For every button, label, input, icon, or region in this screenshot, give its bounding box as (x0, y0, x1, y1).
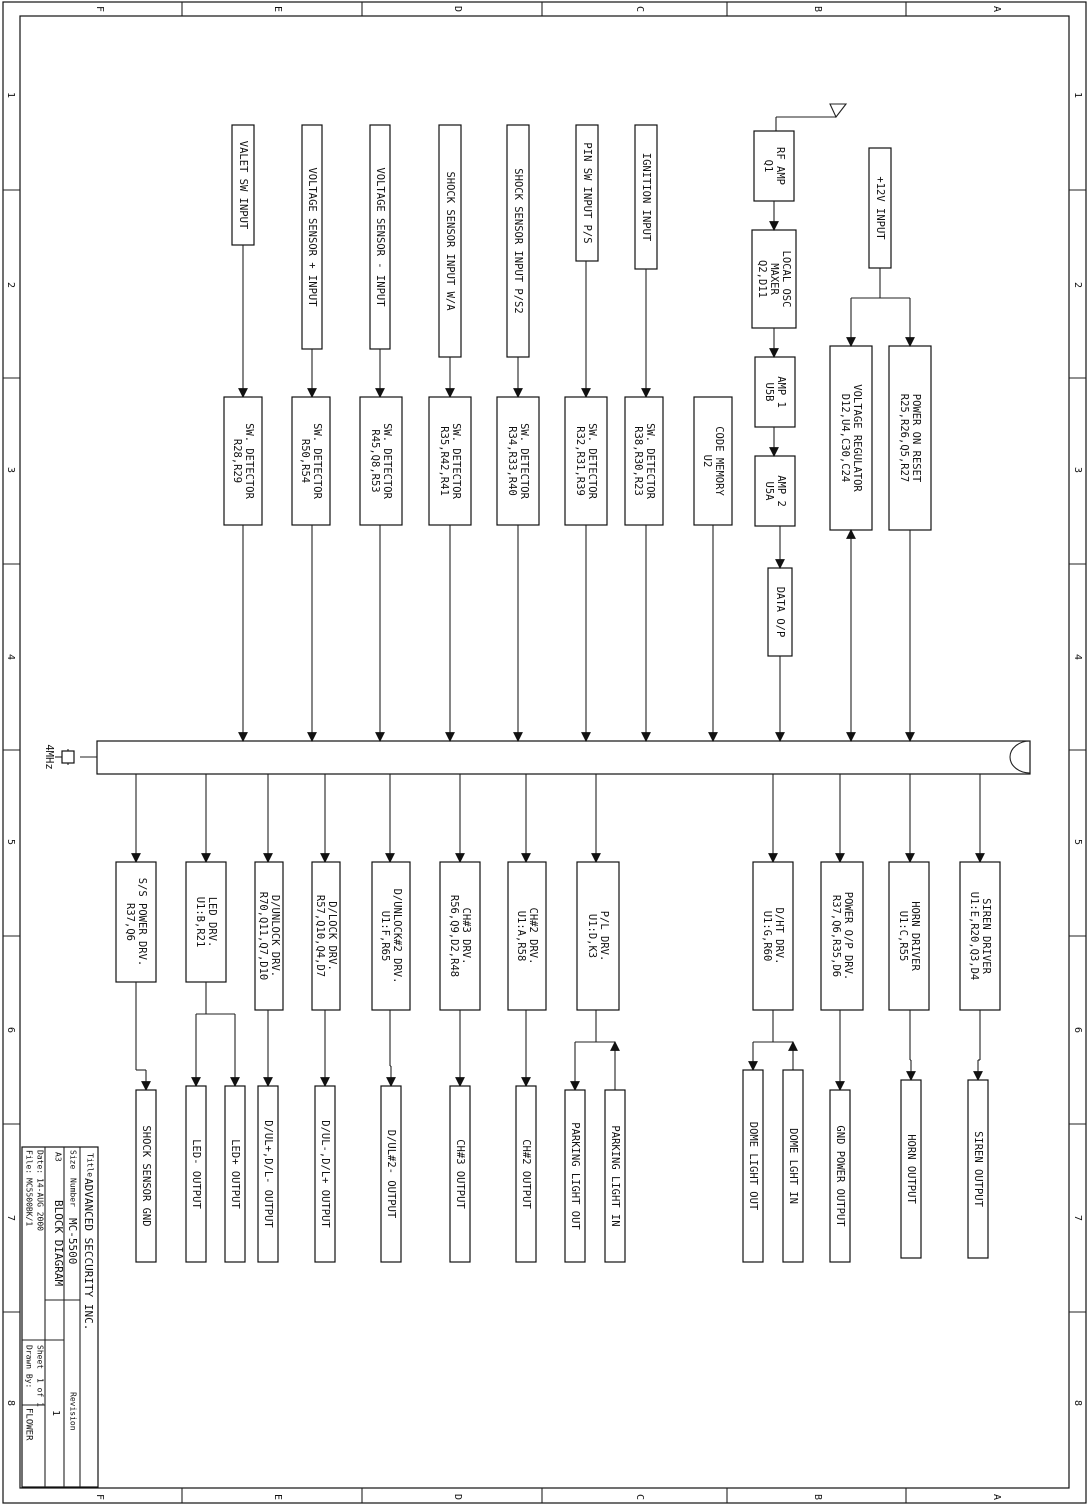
input-label-box (370, 125, 390, 349)
input-label-box (507, 125, 529, 357)
rf-block-4-line-1: AMP 2 (775, 475, 787, 507)
driver-block-12 (960, 862, 1000, 1010)
sw-detector-3-line-1: SW. DETECTOR (381, 423, 393, 499)
input-label: VOLTAGE SENSOR + INPUT (306, 167, 318, 307)
driver-block-5 (372, 862, 410, 1010)
output-label: SHOCK SENSOR GND (140, 1125, 152, 1227)
sw-detector-3-line-2: R45,Q8,R53 (369, 429, 381, 493)
driver-block-5-line-2: U1:F,R65 (379, 910, 391, 962)
power-input-block-line-1: +12V INPUT (874, 176, 886, 240)
zone-row-2-left: 2 (5, 281, 16, 289)
sw-detector-2-line-1: SW. DETECTOR (311, 423, 323, 499)
input-label-box (576, 125, 598, 261)
rf-block-5-line-1: DATA O/P (774, 586, 786, 638)
zone-row-6-right: 6 (1072, 1026, 1083, 1034)
diagram-blocks (116, 125, 1000, 1262)
input-label: SHOCK SENSOR INPUT P/S2 (512, 168, 524, 314)
input-label-box (439, 125, 461, 357)
voltage-regulator-block-line-2: D12,U4,C30,C24 (839, 393, 851, 483)
rf-block-3-line-1: AMP 1 (775, 376, 787, 408)
driver-block-11-line-1: HORN DRIVER (909, 901, 921, 971)
number-label: Number (68, 1178, 78, 1207)
input-label: SHOCK SENSOR INPUT W/A (444, 171, 456, 311)
driver-block-11-line-2: U1:C,R55 (897, 910, 909, 962)
sw-detector-5 (497, 397, 539, 525)
output-label: D/UL#2- OUTPUT (385, 1129, 397, 1219)
sw-detector-5-line-1: SW. DETECTOR (518, 423, 530, 499)
size-value: A3 (53, 1152, 63, 1162)
zone-row-3-left: 3 (5, 466, 16, 474)
output-label: PARKING LIGHT OUT (569, 1122, 581, 1230)
crystal-label: 4MHz (43, 744, 55, 770)
size-label: Size (68, 1150, 78, 1170)
output-label: D/UL-,D/L+ OUTPUT (319, 1120, 331, 1228)
rf-block-3-line-2: U5B (763, 382, 775, 402)
driver-block-10 (821, 862, 863, 1010)
output-label: CH#3 OUTPUT (454, 1139, 466, 1209)
power-wiring (851, 268, 910, 298)
input-label: IGNITION INPUT (640, 152, 652, 242)
output-terminal-8-1 (565, 1090, 585, 1262)
output-terminal-6-1 (450, 1086, 470, 1262)
driver-block-8-line-2: U1:D,K3 (586, 913, 598, 959)
zone-row-8-left: 8 (5, 1399, 16, 1407)
input-channel-1 (232, 125, 254, 245)
sw-detector-7 (625, 397, 663, 525)
power-on-reset-block (889, 346, 931, 530)
output-label: DOME LIGHT OUT (747, 1121, 759, 1211)
input-label-box (635, 125, 657, 269)
rf-block-2-line-3: Q2,D11 (756, 260, 768, 298)
zone-row-7-left: 7 (5, 1214, 16, 1222)
driver-block-3 (255, 862, 283, 1010)
output-terminal-9-2 (783, 1070, 803, 1262)
output-label: HORN OUTPUT (905, 1134, 917, 1204)
driver-block-9-line-1: D/HT DRV. (773, 907, 785, 965)
driver-block-8-line-1: P/L DRV. (598, 910, 610, 962)
input-channel-6 (576, 125, 598, 261)
voltage-regulator-block (830, 346, 872, 530)
output-terminal-2-2 (225, 1086, 245, 1262)
power-input-block (869, 148, 891, 268)
zone-col-B-top: B (812, 5, 823, 13)
rf-block-1 (754, 131, 794, 201)
output-terminal-3-1 (258, 1086, 278, 1262)
sw-detector-2 (292, 397, 330, 525)
title-block (22, 1147, 98, 1487)
rf-block-3 (755, 357, 795, 427)
driver-block-11 (889, 862, 929, 1010)
sw-detector-2-line-2: R50,R54 (299, 438, 311, 484)
driver-block-9-line-2: U1:G,R60 (761, 910, 773, 962)
output-terminal-5-1 (381, 1086, 401, 1262)
rf-block-5 (768, 568, 792, 656)
sw-detector-3 (360, 397, 402, 525)
output-label: CH#2 OUTPUT (520, 1139, 532, 1209)
power-on-reset-block-line-1: POWER ON RESET (910, 393, 922, 483)
driver-block-7-line-1: CH#2 DRV. (527, 907, 539, 965)
zone-row-1-right: 1 (1072, 91, 1083, 99)
zone-col-C-top: C (634, 5, 645, 13)
driver-block-4-line-2: R57,Q10,Q4,D7 (314, 894, 326, 978)
zone-row-8-right: 8 (1072, 1399, 1083, 1407)
zone-col-F-top: F (94, 5, 105, 13)
drawing-name: BLOCK DIAGRAM (52, 1200, 65, 1287)
rf-block-1-line-1: RF AMP (774, 147, 786, 185)
sw-detector-7-line-1: SW. DETECTOR (644, 423, 656, 499)
driver-block-4 (312, 862, 340, 1010)
zone-col-A-top: A (991, 5, 1002, 13)
revision-value: 1 (50, 1410, 61, 1417)
output-terminal-8-2 (605, 1090, 625, 1262)
output-terminal-12-1 (968, 1080, 988, 1258)
zone-row-5-right: 5 (1072, 838, 1083, 846)
driver-block-6 (440, 862, 480, 1010)
sw-detector-7-line-2: R38,R30,R23 (632, 426, 644, 496)
zone-row-6-left: 6 (5, 1026, 16, 1034)
zone-col-D-bottom: D (452, 1493, 463, 1501)
sheet-value: 1 of 1 (35, 1378, 45, 1407)
driver-block-2-line-2: U1:B,R21 (194, 896, 206, 948)
output-label: LED- OUTPUT (190, 1139, 202, 1209)
output-terminal-4-1 (315, 1086, 335, 1262)
rf-block-2 (752, 230, 796, 328)
driver-block-10-line-2: R37,Q6,R35,D6 (830, 894, 842, 978)
driver-block-1 (116, 862, 156, 982)
output-terminal-1-1 (136, 1090, 156, 1262)
zone-col-E-top: E (272, 5, 283, 13)
driver-block-1-line-1: S/S POWER DRV. (136, 877, 148, 967)
driver-block-5-line-1: D/UNLOCK#2 DRV. (391, 888, 403, 984)
zone-row-1-left: 1 (5, 91, 16, 99)
company-name: ADVANCED SECCURITY INC. (82, 1178, 95, 1331)
sw-detector-4 (429, 397, 471, 525)
microcontroller-bus (97, 741, 1030, 774)
sw-detector-6 (565, 397, 607, 525)
zone-row-7-right: 7 (1072, 1214, 1083, 1222)
zone-row-3-right: 3 (1072, 466, 1083, 474)
output-label: LED+ OUTPUT (229, 1139, 241, 1209)
code-memory-block-line-1: CODE MEMORY (713, 426, 725, 496)
sw-detector-4-line-2: R35,R42,R41 (438, 426, 450, 496)
power-on-reset-block-line-2: R25,R26,Q5,R27 (898, 393, 910, 483)
driver-block-10-line-1: POWER O/P DRV. (842, 891, 854, 981)
driver-block-2 (186, 862, 226, 982)
antenna-symbol (776, 104, 846, 131)
driver-block-4-line-1: D/LOCK DRV. (326, 901, 338, 971)
driver-block-9 (753, 862, 793, 1010)
input-channel-2 (302, 125, 322, 349)
zone-col-B-bottom: B (812, 1493, 823, 1501)
sw-detector-4-line-1: SW. DETECTOR (450, 423, 462, 499)
drawn-by-label: Drawn By: (24, 1345, 34, 1389)
output-terminal-10-1 (830, 1090, 850, 1262)
input-channel-7 (635, 125, 657, 269)
input-channel-3 (370, 125, 390, 349)
zone-col-A-bottom: A (991, 1493, 1002, 1501)
input-channel-4 (439, 125, 461, 357)
input-label-box (302, 125, 322, 349)
sw-detector-1-line-1: SW. DETECTOR (243, 423, 255, 499)
title-label: Title (85, 1153, 95, 1178)
sw-detector-6-line-2: R32,R31,R39 (574, 426, 586, 496)
zone-col-F-bottom: F (94, 1493, 105, 1501)
rf-block-2-line-1: LOCAL OSC (780, 250, 792, 308)
driver-block-6-line-2: R56,Q9,D2,R48 (448, 894, 460, 978)
output-label: SIREN OUTPUT (972, 1131, 984, 1207)
output-label: D/UL+,D/L- OUTPUT (262, 1120, 274, 1228)
sw-detector-5-line-2: R34,R33,R40 (506, 426, 518, 496)
driver-block-12-line-1: SIREN DRIVER (980, 898, 992, 974)
zone-col-E-bottom: E (272, 1493, 283, 1501)
driver-block-2-line-1: LED DRV. (206, 896, 218, 948)
date-label: Date: (35, 1150, 45, 1175)
zone-row-5-left: 5 (5, 838, 16, 846)
zone-col-D-top: D (452, 5, 463, 13)
zone-col-C-bottom: C (634, 1493, 645, 1501)
input-channel-5 (507, 125, 529, 357)
input-label-box (232, 125, 254, 245)
driver-block-3-line-2: R70,Q11,Q7,D10 (257, 891, 269, 981)
revision-label: Revision (68, 1392, 78, 1431)
driver-block-6-line-1: CH#3 DRV. (460, 907, 472, 965)
file-value: MC5500BK/1 (24, 1178, 34, 1227)
output-label: DOME LGHT IN (787, 1128, 799, 1204)
output-terminal-11-1 (901, 1080, 921, 1258)
input-label: PIN SW INPUT P/S (581, 142, 593, 244)
output-label: PARKING LIGHT IN (609, 1125, 621, 1227)
number-value: MC-5500 (66, 1218, 79, 1265)
zone-row-4-left: 4 (5, 653, 16, 661)
output-terminal-7-1 (516, 1086, 536, 1262)
driver-block-7-line-2: U1:A,R58 (515, 910, 527, 962)
zone-row-2-right: 2 (1072, 281, 1083, 289)
output-label: GND POWER OUTPUT (834, 1125, 846, 1227)
output-terminal-9-1 (743, 1070, 763, 1262)
rf-block-4-line-2: U5A (763, 481, 775, 501)
driver-block-3-line-1: D/UNLOCK DRV. (269, 894, 281, 978)
input-label: VALET SW INPUT (237, 140, 249, 230)
input-label: VOLTAGE SENSOR - INPUT (374, 167, 386, 307)
rf-block-1-line-2: Q1 (762, 159, 774, 173)
sw-detector-1 (224, 397, 262, 525)
sheet-label: Sheet (35, 1345, 45, 1370)
driver-block-8 (577, 862, 619, 1010)
output-terminal-2-1 (186, 1086, 206, 1262)
driver-block-7 (508, 862, 546, 1010)
file-label: File: (24, 1150, 34, 1175)
driver-block-1-line-2: R37,Q6 (124, 903, 136, 941)
crystal-oscillator (43, 744, 97, 769)
code-memory-block-line-2: U2 (701, 454, 713, 468)
sw-detector-1-line-2: R28,R29 (231, 438, 243, 484)
date-value: 14-AUG 2000 (35, 1178, 45, 1231)
rf-block-2-line-2: MAXER (768, 263, 780, 295)
sw-detector-6-line-1: SW. DETECTOR (586, 423, 598, 499)
code-memory-block (694, 397, 732, 525)
voltage-regulator-block-line-1: VOLTAGE REGULATOR (851, 384, 863, 492)
drawn-by-value: FLOWER (23, 1408, 34, 1441)
rf-block-4 (755, 456, 795, 526)
driver-block-12-line-2: U1:E,R20,Q3,D4 (968, 891, 980, 981)
zone-row-4-right: 4 (1072, 653, 1083, 661)
